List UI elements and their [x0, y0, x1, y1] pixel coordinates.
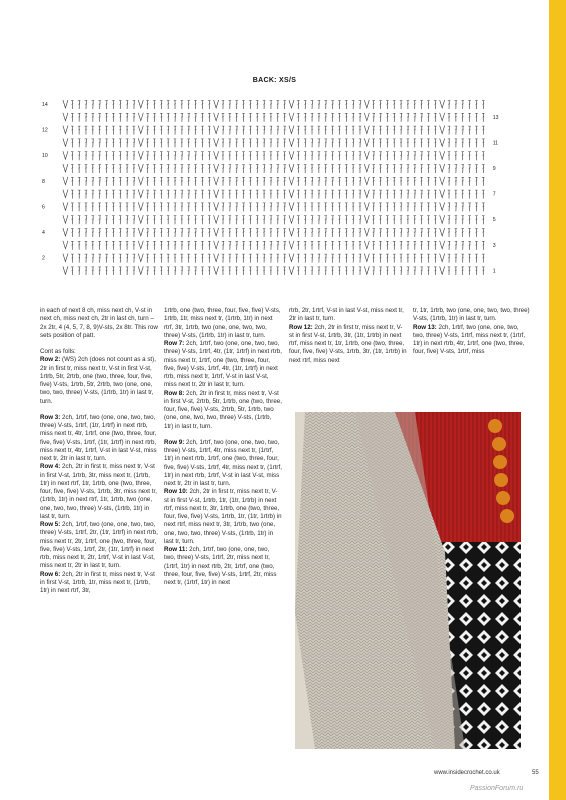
v-stitch-symbol [214, 266, 219, 274]
row-instructions: 2ch, 1rtrf, two (one, one, two, two, three) V-sts, 1rtrf, 4tr, (1tr, 1rtrf) in next rtrb, miss next tr, 1rtrf, one (two, three, four, five, five) V-sts, 1rtrf, 4tr, (1tr, 1rtrf) in next rtrb, miss next tr, 1rtrf, V-st in last V-st, miss next tr, 2tr in last tr, turn. [164, 340, 282, 389]
pattern-column-2 [164, 307, 282, 587]
v-stitch-symbol [138, 100, 143, 108]
v-stitch-symbol [440, 126, 445, 134]
pattern-paragraph [289, 307, 407, 324]
row-number-right: 11 [492, 140, 499, 147]
row-instructions: in each of next 8 ch, miss next ch, V-st in next ch, miss next ch, 2tr in last ch, turn – 2x 2tr, 4 (4, 5, 7, 8, 9)V-sts, 2x 8tr. This row sets position of patt. [40, 307, 158, 339]
pattern-paragraph [164, 488, 282, 546]
row-instructions: 2ch, 2tr in first tr, miss next tr, V-st in first V-st, 2rtrb, 5tr, 1rtrb, one (two, three, four, five, five) V-sts, 2rtrb, 5tr, 1rtrb, two (one, one, two, two, three) V-sts, (1rtrb, 1tr) in last tr, turn. [164, 389, 282, 430]
row-instructions: 2ch, 2tr in first tr, miss next tr, V-st in first V-st, 1rtrb, 3tr, (1tr, 1rtrb) in next rtrf, miss next tr, 1tr, 1rtrb, one (two, three, four, five, five) V-sts, 1rtrb, 3tr, (1tr, 1rtrb) in next rtrf, miss next [289, 323, 407, 364]
v-stitch-symbol [289, 228, 294, 236]
row-instructions: 2ch, 1rtrf, two (one, one, two, two, three) V-sts, 1rtrf, 4tr, miss next tr, (1rtrf, 1tr) in next rtrb, 1rtrf, one (two, three, four, five, five) V-sts, 1rtrf, 4tr, miss next tr, (1rtrf, 1tr) in next rtrb, 1rtrf, V-st in last V-st, miss next tr, 2tr in last tr, turn. [164, 438, 282, 487]
pattern-paragraph [164, 390, 282, 431]
side-accent-stripe [549, 0, 566, 800]
v-stitch-symbol [63, 151, 68, 159]
row-number-right: 3 [492, 242, 496, 249]
v-stitch-symbol [138, 126, 143, 134]
row-label: Row 10: [164, 488, 188, 496]
row-instructions: 2ch, 2tr in first tr, miss next tr, V-st in first V-st, 1rtrb, 1tr, miss next tr, (1rtrb, 1tr) in next rtrf, 3tr, [40, 570, 155, 594]
row-number-left: 12 [42, 127, 48, 134]
v-stitch-symbol [364, 126, 369, 134]
v-stitch-symbol [138, 266, 143, 274]
v-stitch-symbol [289, 215, 294, 223]
pattern-column-4 [413, 307, 531, 357]
v-stitch-symbol [364, 164, 369, 172]
row-instructions: Cont as folls: [40, 348, 76, 355]
v-stitch-symbol [440, 241, 445, 249]
v-stitch-symbol [214, 126, 219, 134]
v-stitch-symbol [440, 215, 445, 223]
v-stitch-symbol [364, 177, 369, 185]
v-stitch-symbol [440, 266, 445, 274]
pattern-paragraph [40, 356, 158, 406]
row-label: Row 4: [40, 463, 61, 471]
row-number-right: 1 [492, 268, 496, 275]
v-stitch-symbol [214, 177, 219, 185]
pattern-paragraph [413, 324, 531, 357]
row-label: Row 9: [164, 438, 185, 446]
row-number-left: 6 [42, 204, 45, 211]
v-stitch-symbol [440, 100, 445, 108]
row-instructions: 2ch, 2tr in first tr, miss next tr, V-st in first V-st, 1rtrb, 3tr, miss next tr, (1rtrb, 1tr) in next rtrf, 1tr, 1rtrb, one (two, three, four, five, five) V-sts, 1rtrb, 3tr, miss next tr, (1rtrb, 1tr) in next rtrf, 1tr, 1rtrb, two (one, one, two, two, three) V-sts, (1rtrb, 1tr) in last tr, turn. [40, 463, 157, 520]
v-stitch-symbol [440, 177, 445, 185]
footer-url: www.insidecrochet.co.uk [434, 770, 500, 776]
pattern-paragraph [289, 324, 407, 365]
row-instructions: (WS) 2ch (does not count as a st), 2tr in first tr, miss next tr, V-st in first V-st, 1rtrb, 5tr, 2rtrb, one (two, three, four, five, five) V-sts, 1rtrb, 5tr, 2rtrb, two (one, one, two, two, three) V-sts, (1rtrb, 1tr) in last tr, turn. [40, 356, 156, 405]
row-instructions: rtrb, 2tr, 1rtrf, V-st in last V-st, miss next tr, 2tr in last tr, turn. [289, 307, 404, 323]
row-label: Row 3: [40, 413, 61, 421]
v-stitch-symbol [138, 113, 143, 121]
v-stitch-symbol [214, 113, 219, 121]
v-stitch-symbol [214, 241, 219, 249]
v-stitch-symbol [63, 177, 68, 185]
crochet-chart [40, 95, 520, 280]
row-label: Row 13: [413, 323, 437, 331]
pattern-paragraph [40, 521, 158, 571]
page-number: 55 [532, 770, 539, 776]
v-stitch-symbol [63, 266, 68, 274]
row-label: Row 5: [40, 521, 61, 528]
v-stitch-symbol [364, 228, 369, 236]
v-stitch-symbol [138, 138, 143, 146]
row-instructions: 2ch, 1rtrf, two (one, one, two, two, three) V-sts, 1rtrf, (1tr, 1rtrf) in next rtrb, miss next tr, 4tr, 1rtrf, one (two, three, four, five, five) V-sts, 1rtrf, (1tr, 1rtrf) in next rtrb, miss next tr, 4tr, 1rtrf, V-st in last V-st, miss next tr, 2tr in last tr, turn. [40, 413, 157, 462]
v-stitch-symbol [138, 177, 143, 185]
pattern-paragraph [40, 414, 158, 464]
row-number-left: 14 [42, 102, 48, 108]
v-stitch-symbol [138, 164, 143, 172]
v-stitch-symbol [364, 241, 369, 249]
v-stitch-symbol [364, 100, 369, 108]
v-stitch-symbol [63, 164, 68, 172]
pattern-column-3 [289, 307, 407, 365]
row-number-left: 10 [42, 153, 48, 160]
v-stitch-symbol [364, 202, 369, 210]
row-label: Row 6: [40, 570, 61, 578]
v-stitch-symbol [63, 138, 68, 146]
pattern-paragraph [413, 307, 531, 324]
v-stitch-symbol [440, 151, 445, 159]
v-stitch-symbol [440, 164, 445, 172]
v-stitch-symbol [63, 241, 68, 249]
v-stitch-symbol [138, 190, 143, 198]
pattern-paragraph [40, 348, 158, 356]
row-label: Row 2: [40, 356, 61, 364]
pattern-paragraph [164, 546, 282, 587]
v-stitch-symbol [63, 202, 68, 210]
v-stitch-symbol [63, 228, 68, 236]
v-stitch-symbol [63, 100, 68, 108]
row-number-right: 5 [492, 217, 496, 224]
v-stitch-symbol [63, 190, 68, 198]
v-stitch-symbol [364, 113, 369, 121]
pattern-paragraph [164, 307, 282, 340]
v-stitch-symbol [289, 100, 294, 108]
v-stitch-symbol [138, 202, 143, 210]
row-instructions: tr, 1tr, 1rtrb, two (one, one, two, two, three) V-sts, (1rtrb, 1tr) in last tr, turn. [413, 307, 530, 323]
row-number-left: 2 [42, 255, 45, 262]
v-stitch-symbol [289, 241, 294, 249]
v-stitch-symbol [289, 113, 294, 121]
row-number-left: 8 [42, 178, 45, 185]
v-stitch-symbol [214, 190, 219, 198]
v-stitch-symbol [138, 228, 143, 236]
v-stitch-symbol [63, 215, 68, 223]
v-stitch-symbol [138, 215, 143, 223]
pattern-paragraph [164, 340, 282, 390]
v-stitch-symbol [364, 151, 369, 159]
pattern-column-1 [40, 307, 158, 595]
v-stitch-symbol [440, 228, 445, 236]
v-stitch-symbol [289, 126, 294, 134]
v-stitch-symbol [364, 138, 369, 146]
v-stitch-symbol [289, 138, 294, 146]
chart-title: BACK: XS/S [252, 77, 297, 84]
row-label: Row 8: [164, 389, 185, 397]
v-stitch-symbol [214, 228, 219, 236]
v-stitch-symbol [289, 202, 294, 210]
row-label: Row 11: [164, 546, 188, 553]
v-stitch-symbol [440, 254, 445, 262]
v-stitch-symbol [289, 177, 294, 185]
pattern-paragraph [164, 439, 282, 489]
v-stitch-symbol [138, 241, 143, 249]
row-instructions: 2ch, 1rtrf, two (one, one, two, two, three) V-sts, 1rtrf, miss next tr, (1rtrf, 1tr) in next rtrb, 4tr, 1rtrf, one (two, three, four, five) V-sts, 1rtrf, miss [413, 323, 526, 356]
v-stitch-symbol [214, 202, 219, 210]
row-instructions: 1rtrb, one (two, three, four, five, five) V-sts, 1rtrb, 1tr, miss next tr, (1rtrb, 1tr) in next rtrf, 3tr, 1rtrb, two (one, one, two, two, three) V-sts, (1rtrb, 1tr) in last tr, turn. [164, 307, 281, 339]
v-stitch-symbol [63, 113, 68, 121]
row-instructions: 2ch, 1rtrf, two (one, one, two, two, three) V-sts, 1rtrf, 2tr, miss next tr, (1rtrf, 1tr) in next rtrb, 2tr, 1rtrf, one (two, three, four, five, five) V-sts, 1rtrf, 2tr, miss next tr, (1rtrf, 1tr) in next [164, 546, 277, 586]
row-number-right: 9 [492, 166, 496, 172]
pattern-paragraph [40, 571, 158, 596]
v-stitch-symbol [63, 126, 68, 134]
v-stitch-symbol [214, 215, 219, 223]
pattern-paragraph [40, 463, 158, 521]
v-stitch-symbol [214, 138, 219, 146]
v-stitch-symbol [440, 202, 445, 210]
v-stitch-symbol [289, 190, 294, 198]
v-stitch-symbol [289, 164, 294, 172]
row-label: Row 12: [289, 323, 313, 331]
v-stitch-symbol [289, 266, 294, 274]
row-instructions: 2ch, 1rtrf, two (one, one, two, two, three) V-sts, 1rtrf, 2tr, (1tr, 1rtrf) in next rtrb, miss next tr, 2tr, 1rtrf, one (two, three, four, five, five) V-sts, 1rtrf, 2tr, (1tr, 1rtrf) in next rtrb, miss next tr, 2tr, 1rtrf, V-st in last V-st, miss next tr, 2tr in last tr, turn. [40, 521, 158, 570]
row-number-left: 4 [42, 230, 45, 236]
v-stitch-symbol [138, 151, 143, 159]
row-number-right: 13 [492, 114, 499, 121]
v-stitch-symbol [63, 254, 68, 262]
v-stitch-symbol [289, 151, 294, 159]
crochet-scarf-photo-icon [295, 412, 521, 749]
pattern-paragraph [40, 307, 158, 340]
v-stitch-symbol [440, 190, 445, 198]
row-instructions: 2ch, 2tr in first tr, miss next tr, V-st in first V-st, 1rtrb, 1tr, (1tr, 1rtrb) in next rtrf, miss next tr, 3tr, 1rtrb, one (two, three, four, five, five) V-sts, 1rtrb, 1tr, (1tr, 1rtrb) in next rtrf, miss next tr, 3tr, 1rtrb, two (one, one, two, two, three) V-sts, (1rtrb, 1tr) in last tr, turn. [164, 488, 282, 545]
v-stitch-symbol [440, 138, 445, 146]
watermark: PassionForum.ru [470, 785, 524, 792]
v-stitch-symbol [364, 190, 369, 198]
v-stitch-symbol [364, 254, 369, 262]
v-stitch-symbol [289, 254, 294, 262]
v-stitch-symbol [214, 254, 219, 262]
v-stitch-symbol [440, 113, 445, 121]
v-stitch-symbol [138, 254, 143, 262]
v-stitch-symbol [214, 100, 219, 108]
v-stitch-symbol [214, 151, 219, 159]
scarf-photo [295, 412, 521, 749]
row-label: Row 7: [164, 340, 185, 347]
row-number-right: 7 [492, 191, 496, 198]
v-stitch-symbol [364, 266, 369, 274]
crochet-chart-grid [40, 95, 520, 275]
v-stitch-symbol [214, 164, 219, 172]
v-stitch-symbol [364, 215, 369, 223]
